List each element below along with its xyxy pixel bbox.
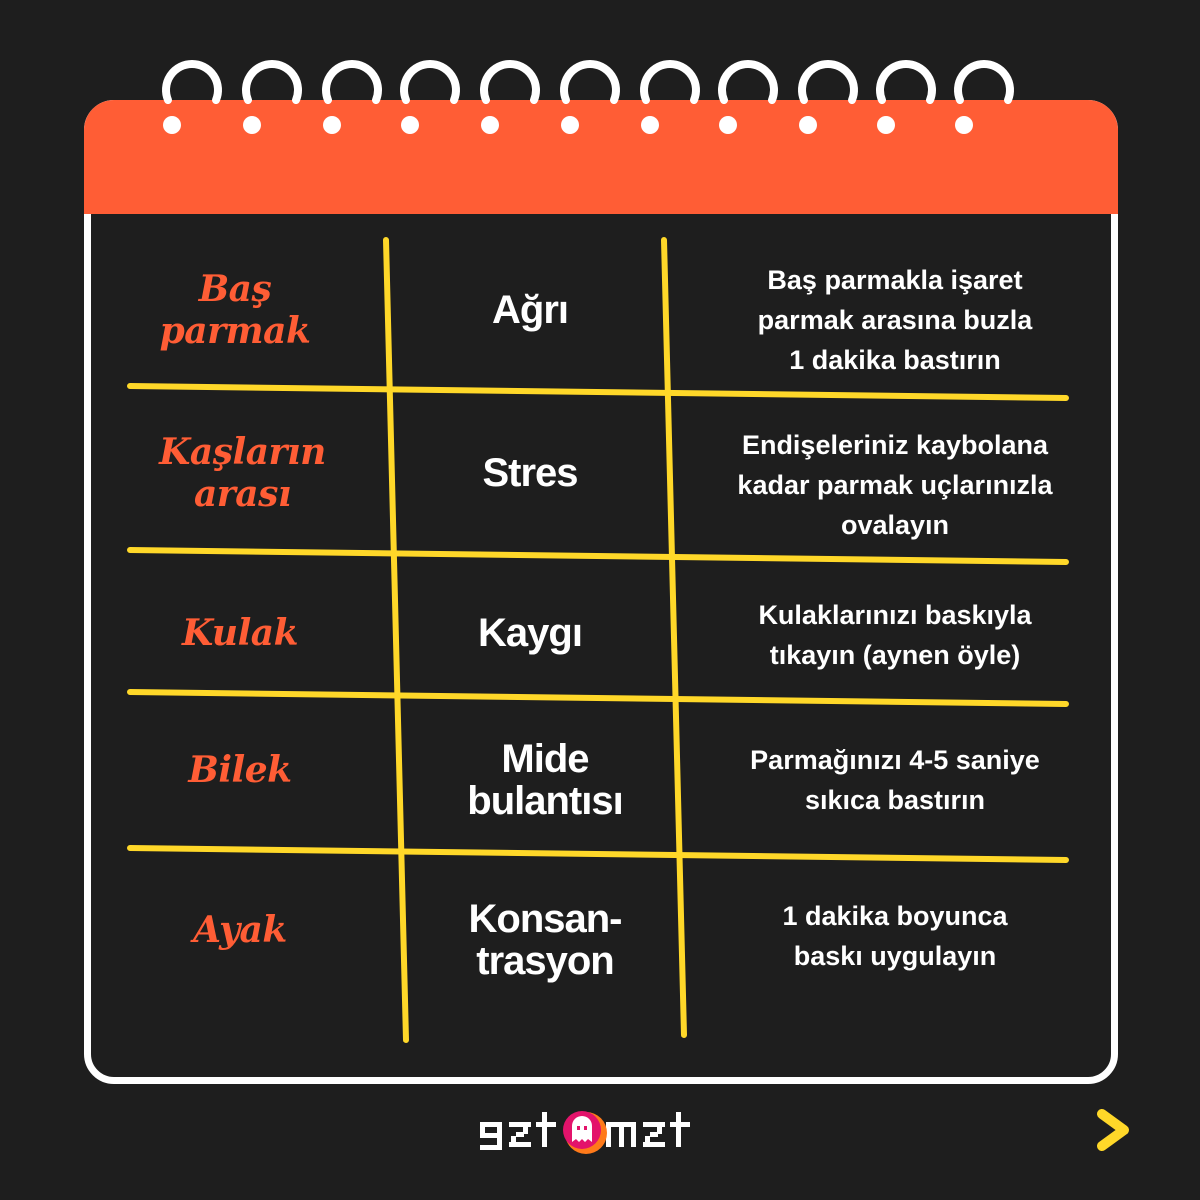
symptom-cell [395,565,665,700]
remedy-line: tıkayın (aynen öyle) [769,640,1021,670]
grid-line [130,386,1066,398]
remedy-cell [690,585,1100,685]
brand-logo[interactable] [478,1104,723,1160]
body-part-cell [120,240,350,380]
symptom-label: Kaygı [478,610,582,655]
body-part-label: Bilek [188,749,292,791]
remedy-line: baskı uygulayın [793,941,997,971]
body-part-cell [110,400,375,545]
symptom-label: Konsan- [468,897,622,941]
body-part-label: Kulak [181,611,299,654]
symptom-cell [405,875,685,1005]
remedy-cell [690,730,1100,830]
symptom-label: Ağrı [492,288,568,332]
symptom-label: trasyon [476,939,614,983]
symptom-cell [405,715,685,845]
remedy-line: Baş parmakla işaret [767,265,1023,295]
body-part-label: Baş parmak [159,268,311,352]
symptom-label: Mide [501,737,589,781]
remedy-cell [690,420,1100,550]
body-part-cell [120,565,360,700]
remedy-cell [690,886,1100,986]
grid-line [130,550,1066,562]
symptom-label: bulantısı [467,779,623,823]
symptom-cell [395,400,665,545]
remedy-line: sıkıca bastırın [804,785,986,815]
symptom-cell [395,240,665,380]
remedy-line: ovalayın [840,510,950,540]
chevron-right-icon[interactable] [1090,1104,1140,1154]
remedy-line: parmak arasına buzla [757,305,1033,335]
remedy-line: 1 dakika bastırın [789,345,1001,375]
remedy-line: kadar parmak uçlarınızla [737,470,1053,500]
remedy-cell [690,255,1100,385]
body-part-label: Ayak [193,909,287,951]
remedy-line: Parmağınızı 4-5 saniye [750,745,1040,775]
body-part-label: Kaşların arası [159,430,326,515]
remedy-line: Kulaklarınızı baskıyla [758,600,1032,630]
remedy-line: Endişeleriniz kaybolana [741,430,1049,460]
body-part-cell [120,700,360,840]
remedy-line: 1 dakika boyunca [782,901,1008,931]
body-part-cell [120,860,360,1000]
symptom-label: Stres [482,450,578,495]
ghost-icon [563,1111,607,1154]
grid-line [130,848,1066,860]
